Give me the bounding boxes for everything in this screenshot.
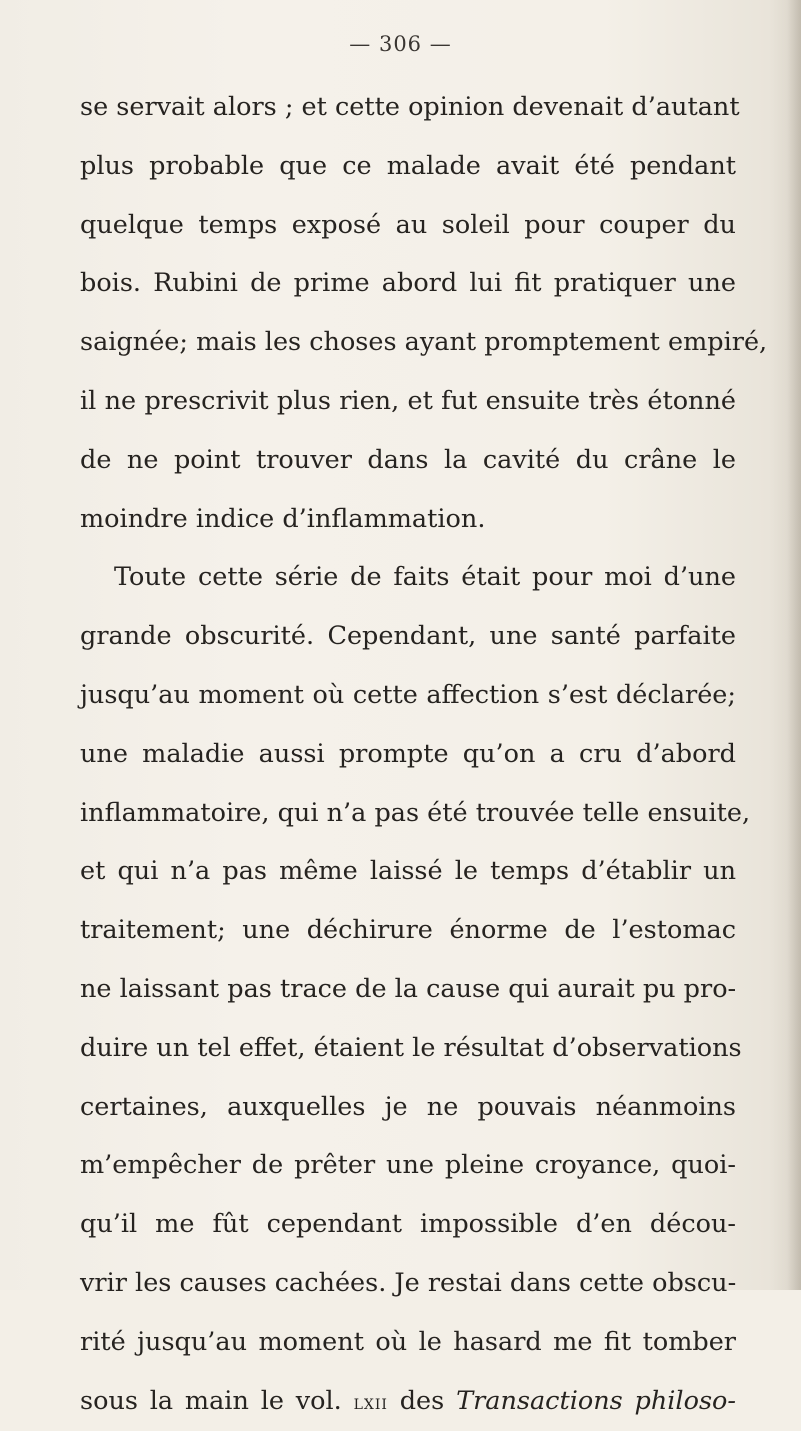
page-number: — 306 —: [349, 32, 452, 56]
final-line-start: sous la main le vol.: [80, 1385, 342, 1416]
text-line: quelque temps exposé au soleil pour couper du: [80, 209, 736, 240]
text-line: et qui n’a pas même laissé le temps d’établir un: [80, 856, 736, 887]
text-line: ne laissant pas trace de la cause qui aurait pu pro-: [80, 973, 737, 1004]
text-line: saignée; mais les choses ayant promptement empiré,: [80, 327, 768, 358]
text-line: vrir les causes cachées. Je restai dans cette obscu-: [80, 1267, 737, 1298]
text-line: bois. Rubini de prime abord lui fit pratiquer une: [80, 268, 736, 299]
text-line: qu’il me fût cependant impossible d’en décou-: [80, 1209, 736, 1240]
text-line: grande obscurité. Cependant, une santé parfaite: [80, 621, 736, 652]
text-line: traitement; une déchirure énorme de l’estomac: [80, 915, 736, 946]
text-line: une maladie aussi prompte qu’on a cru d’abord: [80, 738, 736, 769]
text-line: se servait alors ; et cette opinion devenait d’autant: [80, 92, 740, 122]
text-line: de ne point trouver dans la cavité du crâne le: [80, 444, 736, 475]
text-line-final: [80, 1372, 736, 1431]
text-line: moindre indice d’inflammation.: [80, 503, 486, 534]
text-line: il ne prescrivit plus rien, et fut ensuite très étonné: [80, 385, 736, 416]
journal-title: Transactions philoso-: [456, 1385, 736, 1416]
volume-number: lxii: [353, 1389, 388, 1414]
final-line-middle: des: [399, 1385, 445, 1416]
text-line: certaines, auxquelles je ne pouvais néanmoins: [80, 1091, 736, 1122]
text-line: jusqu’au moment où cette affection s’est déclarée;: [80, 679, 736, 710]
text-line: Toute cette série de faits était pour moi d’une: [114, 562, 736, 593]
text-line: rité jusqu’au moment où le hasard me fit tomber: [80, 1326, 736, 1357]
page-edge-shadow: [787, 0, 801, 1290]
text-line: plus probable que ce malade avait été pendant: [80, 150, 736, 181]
text-line: m’empêcher de prêter une pleine croyance, quoi-: [80, 1150, 736, 1181]
body-text: [80, 78, 768, 1430]
text-line: duire un tel effet, étaient le résultat d’observations: [80, 1032, 742, 1063]
text-line: inflammatoire, qui n’a pas été trouvée telle ensuite,: [80, 797, 751, 828]
